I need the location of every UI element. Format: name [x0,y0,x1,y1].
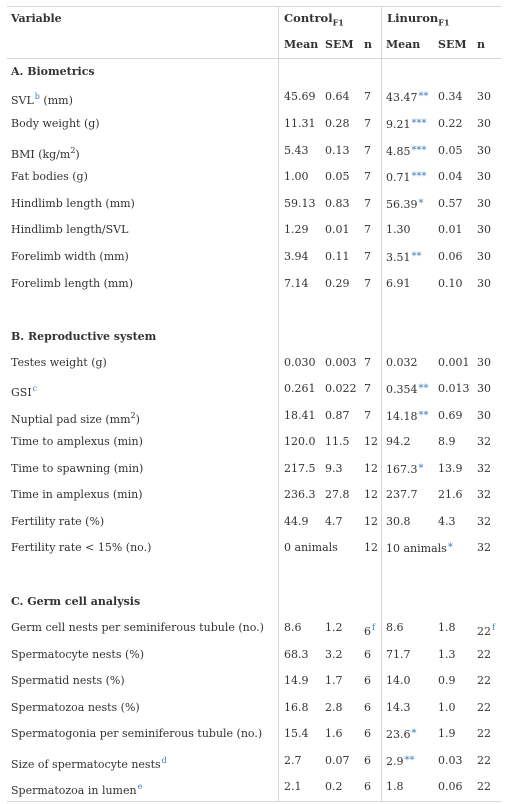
row-label [11,195,135,213]
row-label [11,646,144,664]
header-linuron-mean: Mean [386,38,421,51]
control-n: 7 [364,277,371,290]
row-label [11,460,143,478]
row-label [11,275,133,293]
table-row [0,646,509,664]
control-sem: 0.01 [325,223,350,236]
row-label-text: Time to spawning (min) [11,462,144,475]
control-sem: 11.5 [325,435,350,448]
table-row [0,142,509,160]
control-mean: 8.6 [284,621,302,634]
row-label [11,619,264,637]
linuron-sem: 0.001 [438,356,470,369]
footnote-marker: f [492,623,495,632]
control-mean: 120.0 [284,435,316,448]
footnote-marker: f [372,623,375,632]
header-rule [7,58,501,59]
control-sem: 4.7 [325,515,343,528]
row-label-text: Body weight (g) [11,117,100,130]
control-n: 7 [364,117,371,130]
linuron-n: 30 [477,356,491,369]
row-label-text: Testes weight (g) [11,356,107,369]
significance-marker: * [418,463,424,474]
control-mean: 0.030 [284,356,316,369]
linuron-sem: 1.8 [438,621,456,634]
table-row [0,619,509,637]
linuron-n: 22 [477,727,491,740]
control-mean: 3.94 [284,250,309,263]
row-label-text: GSI [11,386,32,399]
footnote-marker: e [137,782,143,791]
table-top-rule [7,6,501,7]
linuron-mean: 3.51** [386,251,422,264]
header-control-group [284,11,344,27]
table-row [0,354,509,372]
linuron-mean: 0.71*** [386,171,427,184]
linuron-n: 22 [477,648,491,661]
control-sem: 0.64 [325,90,350,103]
control-sem: 9.3 [325,462,343,475]
linuron-mean: 71.7 [386,648,411,661]
row-label-text: Spermatocyte nests (%) [11,648,145,661]
section-title-reproductive: B. Reproductive system [11,330,157,343]
header-linuron-sem: SEM [438,38,467,51]
header-linuron-group [387,11,450,27]
linuron-sem: 0.03 [438,754,463,767]
row-label-text: Hindlimb length (mm) [11,197,135,210]
control-n: 7 [364,197,371,210]
control-n: 12 [364,541,378,554]
control-n: 6 [364,701,371,714]
linuron-sem: 0.34 [438,90,463,103]
linuron-mean: 9.21*** [386,118,427,131]
row-label [11,672,125,690]
linuron-mean: 0.032 [386,356,418,369]
row-label [11,725,262,743]
table-row [0,513,509,531]
linuron-mean: 43.47** [386,91,429,104]
control-sem: 0.003 [325,356,357,369]
linuron-n: 30 [477,90,491,103]
header-control-mean: Mean [284,38,319,51]
linuron-mean: 2.9** [386,755,415,768]
table-row [0,672,509,690]
control-sem: 0.83 [325,197,350,210]
table-row [0,275,509,293]
control-sem: 0.05 [325,170,350,183]
linuron-n: 30 [477,144,491,157]
linuron-sem: 21.6 [438,488,463,501]
linuron-mean: 0.354** [386,383,429,396]
control-n: 6 [364,780,371,793]
table-row [0,539,509,557]
control-mean: 217.5 [284,462,316,475]
linuron-sem: 1.0 [438,701,456,714]
control-n: 7 [364,170,371,183]
table-row [0,407,509,425]
row-label [11,752,167,774]
linuron-mean: 56.39* [386,198,424,211]
control-mean: 0.261 [284,382,316,395]
row-label [11,115,100,133]
table-row [0,778,509,796]
linuron-mean: 14.18** [386,410,429,423]
linuron-n: 32 [477,541,491,554]
control-mean: 15.4 [284,727,309,740]
linuron-mean: 10 animals* [386,542,453,555]
row-label-text: Spermatozoa in lumen [11,784,137,797]
control-mean: 1.29 [284,223,309,236]
row-label-text: Time to amplexus (min) [11,435,143,448]
control-n: 6 [364,727,371,740]
footnote-marker: c [32,384,38,393]
control-mean: 45.69 [284,90,316,103]
significance-marker: * [418,198,424,209]
table-row [0,725,509,743]
significance-marker: ** [411,251,422,262]
control-n: 6$^f$ [364,623,375,638]
significance-marker: ** [418,383,429,394]
row-label-text: Germ cell nests per seminiferous tubule (no.) [11,621,264,634]
control-n: 12 [364,515,378,528]
table-row [0,248,509,266]
linuron-sem: 0.06 [438,780,463,793]
linuron-n: 30 [477,409,491,422]
linuron-sem: 0.06 [438,250,463,263]
control-mean: 7.14 [284,277,309,290]
control-sem: 0.87 [325,409,350,422]
linuron-n: 30 [477,382,491,395]
control-sem: 0.2 [325,780,343,793]
linuron-n: 22 [477,754,491,767]
row-label [11,778,142,800]
row-label-suffix: (mm) [39,94,73,107]
linuron-mean: 8.6 [386,621,404,634]
row-label [11,142,80,164]
linuron-mean: 23.6* [386,728,417,741]
linuron-n: 30 [477,223,491,236]
control-mean: 11.31 [284,117,316,130]
row-label [11,486,143,504]
row-label-text: Forelimb length (mm) [11,277,134,290]
footnote-marker: d [161,756,167,765]
linuron-sem: 0.01 [438,223,463,236]
linuron-n: 32 [477,435,491,448]
linuron-sem: 0.22 [438,117,463,130]
linuron-n: 30 [477,277,491,290]
table-row [0,699,509,717]
row-label [11,248,129,266]
table-bottom-rule [7,801,501,802]
header-linuron-n: n [477,38,485,51]
header-variable: Variable [11,12,62,25]
table-row [0,195,509,213]
row-label [11,513,104,531]
row-label-text: Fat bodies (g) [11,170,88,183]
control-n: 7 [364,144,371,157]
linuron-sem: 1.9 [438,727,456,740]
linuron-n: 30 [477,170,491,183]
linuron-sem: 0.69 [438,409,463,422]
control-sem: 27.8 [325,488,350,501]
control-mean: 5.43 [284,144,309,157]
control-n: 7 [364,250,371,263]
linuron-sem: 0.9 [438,674,456,687]
linuron-sem: 1.3 [438,648,456,661]
linuron-sem: 4.3 [438,515,456,528]
header-control-sem: SEM [325,38,354,51]
control-sem: 1.7 [325,674,343,687]
row-label-text: Hindlimb length/SVL [11,223,129,236]
header-control-label: Control [284,11,333,25]
header-linuron-label: Linuron [387,11,439,25]
row-label-suffix: ) [135,413,140,426]
control-n: 7 [364,90,371,103]
control-n: 7 [364,409,371,422]
linuron-n: 30 [477,250,491,263]
control-sem: 1.2 [325,621,343,634]
control-sem: 0.022 [325,382,357,395]
significance-marker: *** [411,118,427,129]
row-label-text: SVL [11,94,34,107]
linuron-sem: 0.10 [438,277,463,290]
linuron-sem: 0.04 [438,170,463,183]
linuron-n: 22 [477,780,491,793]
control-sem: 0.28 [325,117,350,130]
row-label [11,221,128,239]
linuron-mean: 1.8 [386,780,404,793]
control-mean: 2.1 [284,780,302,793]
control-mean: 236.3 [284,488,316,501]
row-label [11,407,140,429]
table-row [0,168,509,186]
control-mean: 59.13 [284,197,316,210]
section-title-germ-cell: C. Germ cell analysis [11,595,141,608]
control-n: 12 [364,488,378,501]
header-control-sub: F1 [332,17,344,28]
significance-marker: *** [411,145,427,156]
row-label [11,380,37,402]
control-sem: 0.13 [325,144,350,157]
row-label-text: Fertility rate (%) [11,515,105,528]
control-sem: 0.07 [325,754,350,767]
row-label [11,354,107,372]
linuron-mean: 30.8 [386,515,411,528]
linuron-mean: 14.3 [386,701,411,714]
section-title-biometrics: A. Biometrics [11,65,95,78]
row-label [11,539,151,557]
linuron-n: 32 [477,488,491,501]
header-linuron-sub: F1 [438,17,450,28]
row-label [11,168,88,186]
significance-marker: ** [418,91,429,102]
control-sem: 0.29 [325,277,350,290]
superscript: 2 [70,146,76,155]
table-row [0,486,509,504]
row-label-text: Time in amplexus (min) [11,488,143,501]
control-n: 6 [364,754,371,767]
control-n: 12 [364,435,378,448]
significance-marker: ** [418,410,429,421]
control-sem: 2.8 [325,701,343,714]
table-row [0,460,509,478]
linuron-mean: 167.3* [386,463,424,476]
row-label-text: Size of spermatocyte nests [11,758,161,771]
row-label-text: Nuptial pad size (mm [11,413,131,426]
table-row [0,380,509,398]
superscript: 2 [130,411,136,420]
linuron-sem: 0.05 [438,144,463,157]
significance-marker: * [447,542,453,553]
control-mean: 1.00 [284,170,309,183]
row-label [11,433,143,451]
linuron-mean: 4.85*** [386,145,427,158]
linuron-n: 22 [477,701,491,714]
linuron-sem: 0.013 [438,382,470,395]
control-mean: 44.9 [284,515,309,528]
linuron-n: 30 [477,197,491,210]
control-sem: 1.6 [325,727,343,740]
row-label-text: Spermatogonia per seminiferous tubule (no.) [11,727,263,740]
linuron-sem: 13.9 [438,462,463,475]
table-row [0,115,509,133]
control-mean: 18.41 [284,409,316,422]
table-row [0,88,509,106]
control-n: 6 [364,648,371,661]
linuron-mean: 94.2 [386,435,411,448]
table-row [0,752,509,770]
row-label [11,88,73,110]
linuron-n: 22 [477,674,491,687]
row-label-text: BMI (kg/m [11,148,71,161]
control-n: 7 [364,223,371,236]
row-label-suffix: ) [75,148,80,161]
header-control-n: n [364,38,372,51]
control-mean: 14.9 [284,674,309,687]
control-mean: 2.7 [284,754,302,767]
table-row [0,221,509,239]
control-n: 12 [364,462,378,475]
row-label-text: Spermatid nests (%) [11,674,125,687]
row-label-text: Fertility rate < 15% (no.) [11,541,152,554]
control-n: 6 [364,674,371,687]
control-sem: 3.2 [325,648,343,661]
linuron-mean: 6.91 [386,277,411,290]
row-label-text: Spermatozoa nests (%) [11,701,140,714]
linuron-mean: 14.0 [386,674,411,687]
table-row [0,433,509,451]
linuron-mean: 237.7 [386,488,418,501]
linuron-sem: 8.9 [438,435,456,448]
significance-marker: ** [404,755,415,766]
significance-marker: * [411,728,417,739]
control-mean: 16.8 [284,701,309,714]
control-mean: 68.3 [284,648,309,661]
footnote-marker: b [34,92,40,101]
row-label [11,699,140,717]
linuron-sem: 0.57 [438,197,463,210]
linuron-n: 32 [477,462,491,475]
control-n: 7 [364,356,371,369]
significance-marker: *** [411,171,427,182]
linuron-n: 32 [477,515,491,528]
linuron-n: 30 [477,117,491,130]
control-mean: 0 animals [284,541,338,554]
control-sem: 0.11 [325,250,350,263]
linuron-mean: 1.30 [386,223,411,236]
row-label-text: Forelimb width (mm) [11,250,129,263]
linuron-n: 22$^f$ [477,623,495,638]
control-n: 7 [364,382,371,395]
